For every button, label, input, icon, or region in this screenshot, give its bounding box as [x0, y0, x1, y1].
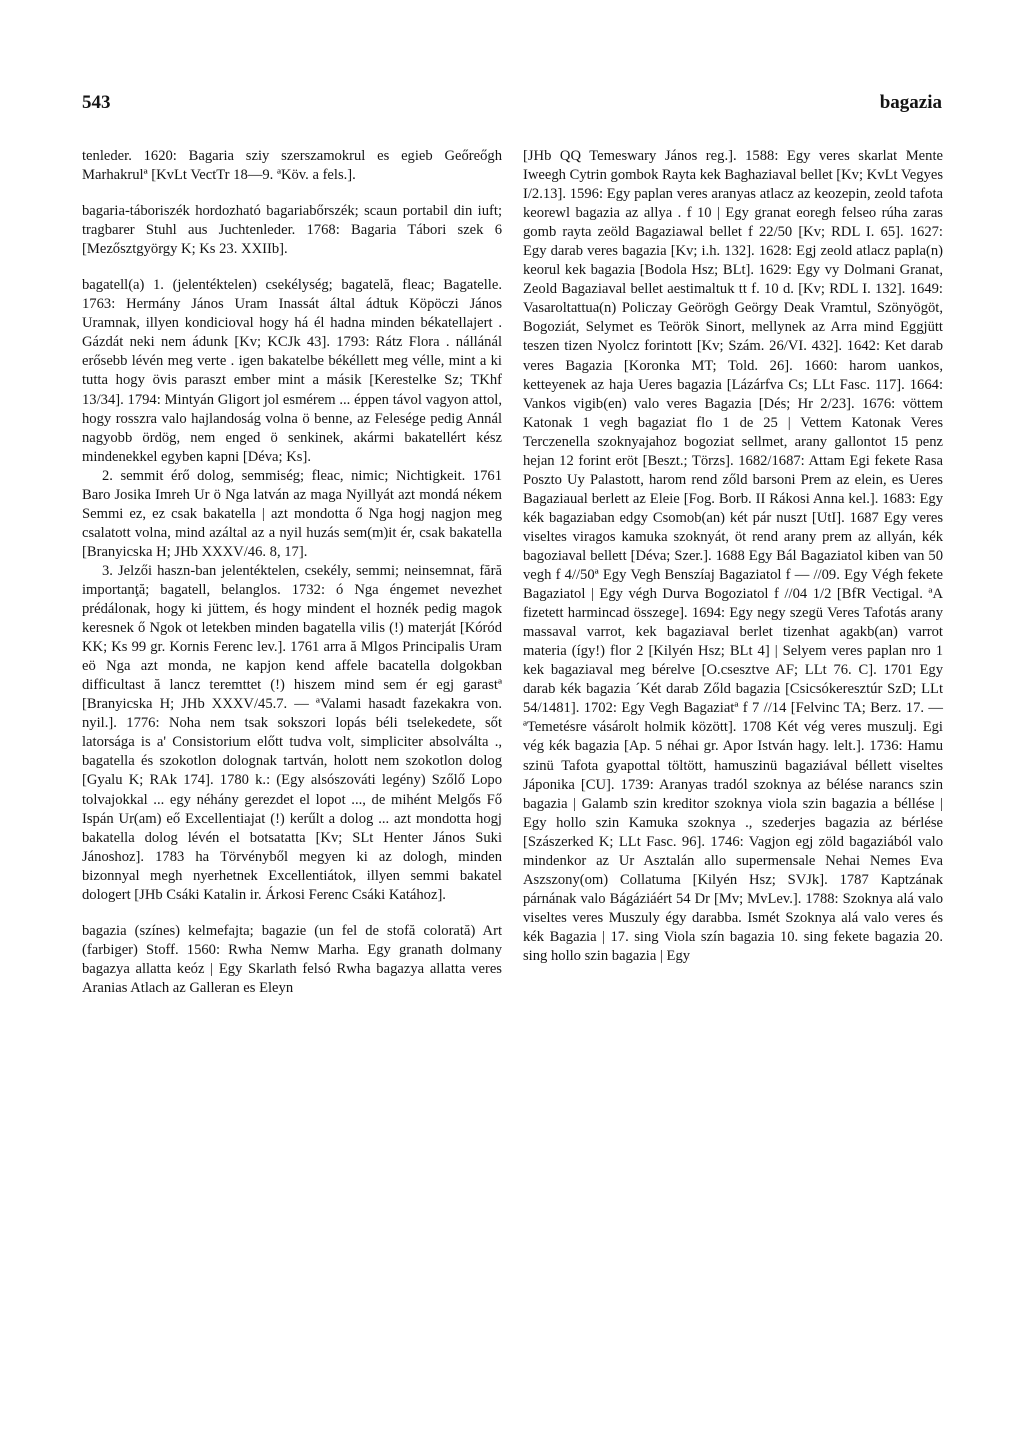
- page-header: [82, 92, 942, 120]
- entry-paragraph: tenleder. 1620: Bagaria sziy szerszamokrul es egieb Geőreőgh Marhakrulª [KvLt VectTr 18—9. ªKöv. a fels.].: [82, 148, 502, 184]
- entry-paragraph: 3. Jelzői haszn-ban jelentéktelen, csekély, semmi; neinsemnat, fără importanţă; bagatell, belanglos. 1732: ó Nga éngemet nevezhet prédálonak, hogy ki jüttem, és hogy mindent el hoznék pedig magok keresnek ő Ngok ot letekben minden bagatella vilis (!) materját [Kóród KK; Ks 99 gr. Kornis Ferenc lev.]. 1761 arra ă Mlgos Principalis Uram eö Nga azt monda, ne kapjon kend affele bacatella dolgokban difficultast ă lancz teremttet (!) hiszem mind sem ér egj garastª [Branyicska H; JHb XXXV/45.7. — ªValami hasadt fazekakra von. nyil.]. 1776: Noha nem tsak sokszori lopás béli tselekedete, sőt latorsága is a' Consistorium előtt tudva volt, simpliciter absolválta ., bagatella és szokotlon dolognak tartván, holott nem szokotlon dolog [Gyalu K; RAk 174]. 1780 k.: (Egy alsószováti legény) Szőlő Lopo tolvajokkal ... egy néhány gerezdet el lopot ..., de mihént Melgős Fő Ispán Ur(am) eő Excellentiajat (!) kerűlt a dolog ... azt mondotta hogj bakatella dolog lévén el botsatatta [Kv; SLt Henter János Suki Jánoshoz]. 1783 ha Törvényből megyen ki az dologh, minden bizonnyal megh nyerhetnek Excellentiátok, illyen semmi bakatel dologert [JHb Csáki Katalin ir. Árkosi Ferenc Csáki Katához].: [82, 562, 502, 903]
- running-headword: bagazia: [879, 92, 942, 113]
- entry-paragraph: [JHb QQ Temeswary János reg.]. 1588: Egy veres skarlat Mente Iweegh Cytrin gombok Rayta kek Baghaziaval bellet [Kv; KvLt Vegyes I/2.13]. 1596: Egy paplan veres aranyas atlacz az keozepin, zeold tafota keorewl bagazia az allya . f 10 | Egy granat eoregh felseo rúha zaras gomb rayta zeöld Bagaziawal bellet f 22/50 [Kv; RDL I. 65]. 1627: Egy darab veres bagazia [Kv; i.h. 132]. 1628: Egj zeold atlacz papla(n) keorul kek bagazia [Bodola Hsz; BLt]. 1629: Egy vy Dolmani Granat, Zeold Bagaziaval bellet aestimaltuk tt f. 10 d. [Kv; RDL I. 132]. 1649: Vasaroltattua(n) Policzay Geörögh Geörgy Deak Vramtul, Szönyögöt, Bogoziát, Selymet es Teörök Sinort, mellynek az Arra mind Eggjütt teszen tizen Nyolcz forintott [Kv; Szám. 26/VI. 432]. 1642: Ket darab veres Bagazia [Koronka MT; Told. 26]. 1660: harom uankos, ketteyenek az haja Ueres bagazia [Lázárfva Cs; LLt Fasc. 117]. 1664: Vankos vigib(en) valo veres Bagazia [Dés; Hr 2/23]. 1676: vöttem Katonak 1 vegh bagaziat flo 1 de 25 | Vettem Katonak Veres Terczenella szoknyajahoz bogoziat sellmet, arany gallontot 15 penz hejan 12 forint eröt [Beszt.; Törzs]. 1682/1687: Attam Egi fekete Rasa Poszto Uy Palastott, harom rend zőld barsoni Prem az elein, es Ueres Bagaziaual berlett az Eleie [Fog. Borb. II Rákosi Anna kel.]. 1683: Egy kék bagaziaban edgy Csomob(an) két pár nuszt [UtI]. 1687 Egy veres viseltes viragos kamuka szoknyát, öt rend arany prem az allyán, kék bagoziaval bellett [Déva; Szer.]. 1688 Egy Bál Bagaziatol kiben van 50 vegh f 4//50ª Egy Vegh Benszíaj Bagaziatol f — //09. Egy Végh fekete Bagaziatol | Egy végh Durva Bogoziatol f //04 1/2 [BfR Vectigal. ªA fizetett harmincad összege]. 1694: Egy negy szegü Veres Tafotás arany massaval varrot, kek bagaziaval berlet tizenhat agakb(an) varrot materia (így!) flor 2 [Kilyén Hsz; BLt 4] | Selyem veres paplan nro 1 kek bagaziaval meg bérelve [O.csesztve AF; LLt 76. C]. 1701 Egy darab kék bagazia ´Két darab Zőld bagazia [Csicsókeresztúr SzD; LLt 54/1481]. 1702: Egy Vegh Bagaziatª f 7 //14 [Felvinc TA; Berz. 17. — ªTemetésre vásárolt holmik között]. 1708 Két vég veres muszulj. Egi vég kék bagazia [Ap. 5 néhai gr. Apor István hagy. lelt.]. 1736: Hamu szinü Tafota gyapottal töltött, hamuszinü bagaziával béllett viseltes Jáponika [CU]. 1739: Aranyas tradól szoknya az bélése narancs szin bagazia | Galamb szin kreditor szoknya viola szin bagazia a béllése | Egy hollo szin Kamuka szoknya ., szederjes bagazia az bérlése [Szászerked K; LLt Fasc. 96]. 1746: Vagjon egj zöld bagaziából valo mindenkor az Ur Asztalán allo supermensale Nehai Nemes Eva Aszszony(om) Collatuma [Kilyén Hsz; SVJk]. 1787 Kaptzának párnának valo Bágáziáért 54 Dr [Mv; MvLev.]. 1788: Szoknya alá valo viseltes veres Muszuly égy darabba. Ismét Szoknya alá valo veres és kék Bagazia | 17. sing Viola szín bagazia 10. sing fekete bagazia 20. sing hollo szin bagazia | Egy: [523, 148, 944, 964]
- entry-paragraph: bagaria-táboriszék hordozható bagariabőrszék; scaun portabil din iuft; tragbarer Stuhl aus Juchtenleder. 1768: Bagaria Tábori szek 6 [Mezősztgyörgy K; Ks 23. XXIIb].: [82, 203, 502, 258]
- page-number: 543: [82, 92, 111, 113]
- right-column: [523, 147, 943, 966]
- entry-paragraph: 2. semmit érő dolog, semmiség; fleac, nimic; Nichtigkeit. 1761 Baro Josika Imreh Ur ö Nga latván az maga Nyillyát azt mondá nékem Semmi ez, ez csak bakatella | azt mondotta ő Nga hogj nagjon meg csalatott volna, mind azáltal az a nyil huzás sem(m)it ér, csak bakatella [Branyicska H; JHb XXXV/46. 8, 17].: [82, 467, 502, 560]
- entry-paragraph: bagatell(a) 1. (jelentéktelen) csekélység; bagatelă, fleac; Bagatelle. 1763: Hermány János Uram Inassát által ádtuk Köpöczi János Uramnak, illyen kondicioval hogy há él hadna minden békatellajert . Gázdát neki nem ádunk [Kv; KCJk 43]. 1793: Rátz Flora . nállánál erősebb lévén meg verte . igen bakatelbe békéllett meg vélle, mint a ki tutta hogy övis paraszt ember mint a másik [Kerestelke Sz; TKhf 13/34]. 1794: Mintyán Gligort jol esmérem ... éppen távol vagyon attol, hogy rosszra valo hajlandoság volna ö benne, az Felesége pedig Annál nagyobb ördög, nem enged ö senkinek, akármi bakatellért kész mindenekkel egyben kapni [Déva; Ks].: [82, 277, 502, 465]
- entry-paragraph: bagazia (színes) kelmefajta; bagazie (un fel de stofă colorată) Art (farbiger) Stoff. 1560: Rwha Nemw Marha. Egy granath dolmany bagazya allatta keóz | Egy Skarlath felsó Rwha bagazya allatta veres Aranias Atlach az Galleran es Eleyn: [82, 922, 502, 996]
- left-column: [82, 147, 502, 998]
